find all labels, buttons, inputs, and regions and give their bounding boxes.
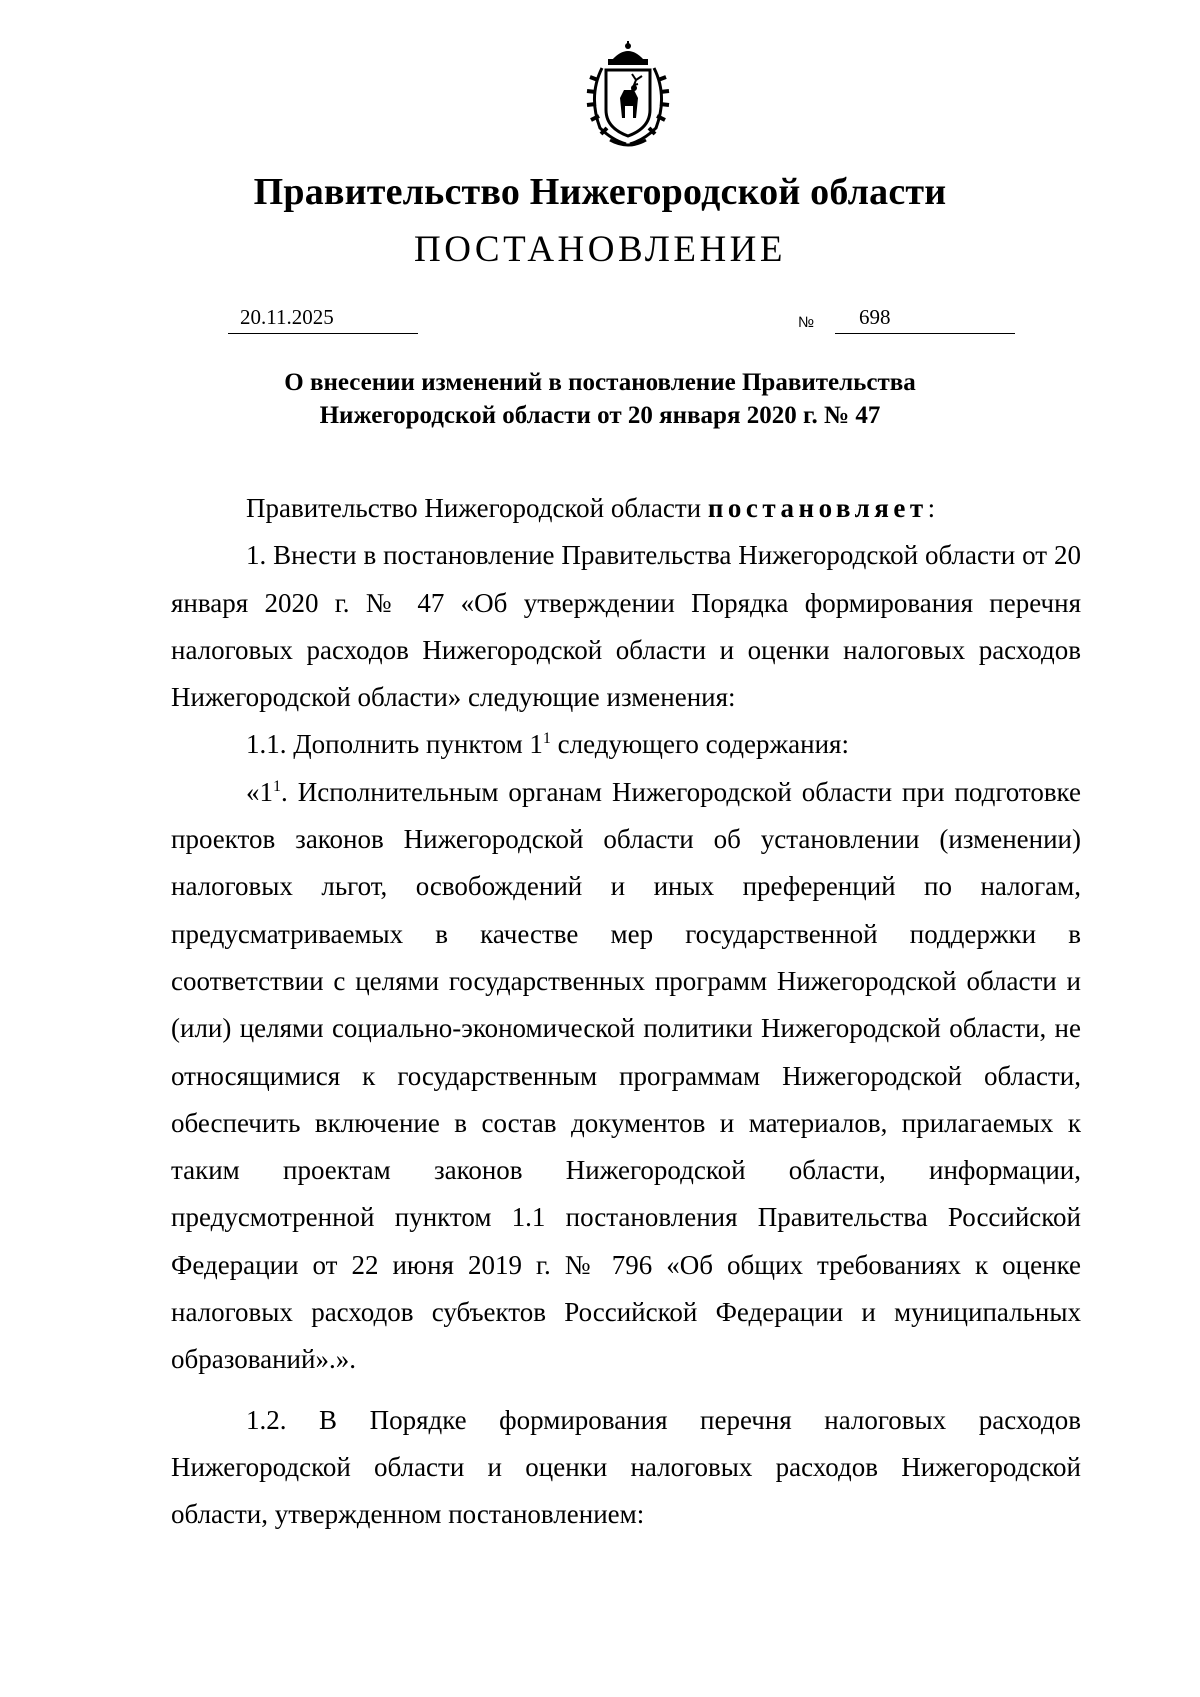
number-value: 698 (859, 305, 891, 329)
document-type: ПОСТАНОВЛЕНИЕ (414, 229, 786, 270)
superscript: 1 (542, 730, 551, 748)
preamble-paragraph (171, 485, 1081, 532)
date-field (228, 303, 418, 334)
heading-line-2: Нижегородской области от 20 января 2020 г. № 47 (319, 402, 881, 429)
preamble-colon: : (927, 493, 936, 523)
document-body (171, 485, 1081, 1539)
paragraph-1-2: 1.2. В Порядке формирования перечня налоговых расходов Нижегородской области и оценки налоговых расходов Нижегородской области, утвержденном постановлением: (171, 1404, 1081, 1530)
number-field (835, 303, 1015, 334)
paragraph-quote: «$1^1$. Исполнительным органам Нижегородской области при подготовке проектов законов Нижегородской области об установлении (изменении) налоговых льгот, освобождений и иных преференций по налогам, предусматриваемых в качестве мер государственной поддержки в соответствии с целями государственных программ Нижегородской области и (или) целями социально-экономической политики Нижегородской области, не относящимися к государственным программам Нижегородской области, обеспечить включение в состав документов и материалов, прилагаемых к таким проектам законов Нижегородской области, информации, предусмотренной пунктом 1.1 постановления Правительства Российской Федерации от 22 июня 2019 г. № 796 «Об общих требованиях к оценке налоговых расходов субъектов Российской Федерации и муниципальных образований».». (171, 776, 1081, 1375)
paragraph-1-1: 1.1. Дополнить пунктом $1^1$ следующего содержания: (246, 729, 849, 760)
superscript: 1 (273, 777, 281, 795)
date-value: 20.11.2025 (240, 305, 334, 329)
preamble-resolves: постановляет (707, 493, 928, 523)
preamble-text: Правительство Нижегородской области (246, 493, 708, 523)
government-title: Правительство Нижегородской области (253, 171, 947, 213)
heading-line-1: О внесении изменений в постановление Правительства (284, 369, 916, 396)
document-heading (170, 366, 1030, 432)
number-sign: № (798, 314, 815, 331)
coat-of-arms-icon (572, 40, 684, 150)
paragraph-1: 1. Внести в постановление Правительства Нижегородской области от 20 января 2020 г. № 47 «Об утверждении Порядка формирования перечня налоговых расходов Нижегородской области и оценки налоговых расходов Нижегородской области» следующие изменения: (171, 540, 1081, 713)
